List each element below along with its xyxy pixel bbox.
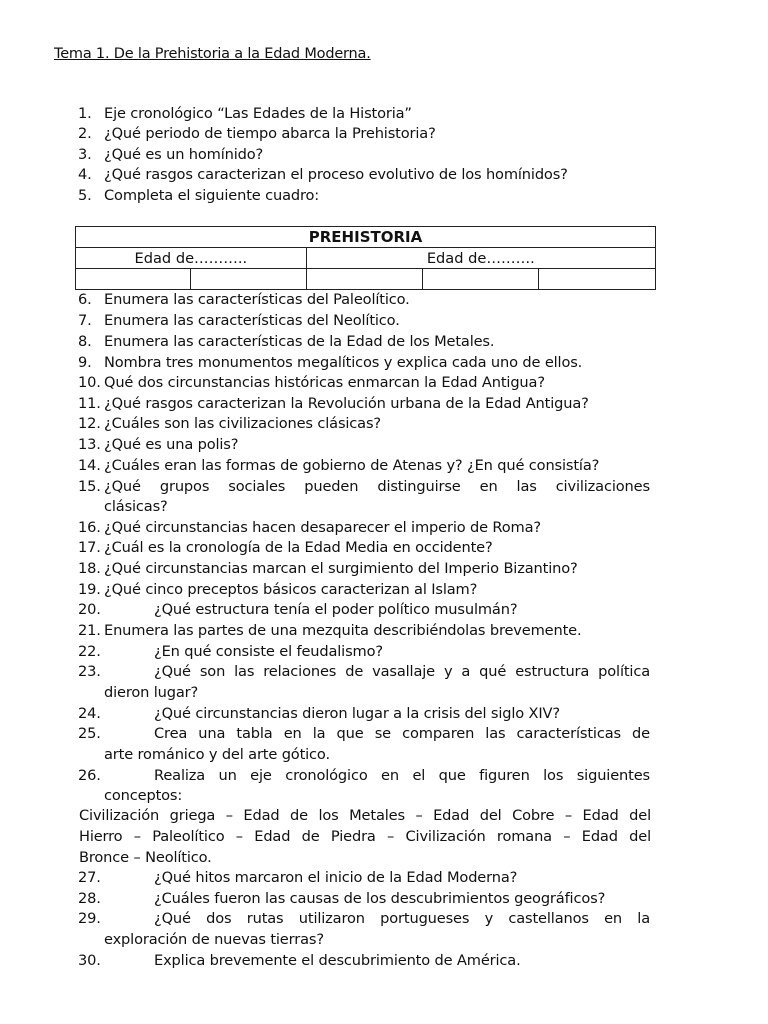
table-header: PREHISTORIA (76, 227, 656, 248)
concepts-line-2: Hierro – Paleolítico – Edad de Piedra – Civilización romana – Edad del (79, 828, 651, 845)
question-8: 8. Enumera las características de la Edad de los Metales. (78, 333, 495, 350)
question-10: 10. Qué dos circunstancias históricas enmarcan la Edad Antigua? (78, 374, 545, 391)
table-cell (306, 269, 423, 290)
table-cell (423, 269, 539, 290)
table-col-edad-1: Edad de……….. (76, 248, 307, 269)
question-9: 9. Nombra tres monumentos megalíticos y explica cada uno de ellos. (78, 354, 583, 371)
question-25-continuation: arte románico y del arte gótico. (104, 746, 330, 763)
concepts-line-3: Bronce – Neolítico. (79, 849, 212, 866)
question-22: 22. ¿En qué consiste el feudalismo? (78, 643, 383, 660)
question-28: 28. ¿Cuáles fueron las causas de los descubrimientos geográficos? (78, 890, 606, 907)
question-2: 2. ¿Qué periodo de tiempo abarca la Prehistoria? (78, 125, 436, 142)
table-cell (76, 269, 191, 290)
question-29: 29. ¿Qué dos rutas utilizaron portugueses y castellanos en la (78, 910, 650, 927)
question-7: 7. Enumera las características del Neolítico. (78, 312, 400, 329)
table-header-row (76, 227, 656, 248)
question-27: 27. ¿Qué hitos marcaron el inicio de la Edad Moderna? (78, 869, 518, 886)
table-subheader-row (76, 248, 656, 269)
question-15-text: ¿Qué grupos sociales pueden distinguirse en las civilizaciones (104, 478, 650, 495)
table-cell (539, 269, 656, 290)
question-19: 19. ¿Qué cinco preceptos básicos caracterizan al Islam? (78, 581, 478, 598)
question-6: 6. Enumera las características del Paleolítico. (78, 291, 410, 308)
question-14: 14. ¿Cuáles eran las formas de gobierno de Atenas y? ¿En qué consistía? (78, 457, 600, 474)
question-30: 30. Explica brevemente el descubrimiento de América. (78, 952, 521, 969)
question-26-continuation: conceptos: (104, 787, 183, 804)
question-5: 5. Completa el siguiente cuadro: (78, 187, 320, 204)
table-col-edad-2: Edad de………. (306, 248, 655, 269)
question-23: 23. ¿Qué son las relaciones de vasallaje y a qué estructura política (78, 663, 650, 680)
question-3: 3. ¿Qué es un homínido? (78, 146, 264, 163)
concepts-line-1: Civilización griega – Edad de los Metales – Edad del Cobre – Edad del (79, 807, 651, 824)
question-13: 13. ¿Qué es una polis? (78, 436, 239, 453)
question-17: 17. ¿Cuál es la cronología de la Edad Media en occidente? (78, 539, 493, 556)
question-24: 24. ¿Qué circunstancias dieron lugar a la crisis del siglo XIV? (78, 705, 560, 722)
question-26: 26. Realiza un eje cronológico en el que figuren los siguientes (78, 767, 650, 784)
question-4: 4. ¿Qué rasgos caracterizan el proceso evolutivo de los homínidos? (78, 166, 568, 183)
page-title: Tema 1. De la Prehistoria a la Edad Moderna. (54, 46, 371, 62)
table-row (76, 269, 656, 290)
question-18: 18. ¿Qué circunstancias marcan el surgimiento del Imperio Bizantino? (78, 560, 578, 577)
question-20: 20. ¿Qué estructura tenía el poder político musulmán? (78, 601, 518, 618)
question-21: 21. Enumera las partes de una mezquita describiéndolas brevemente. (78, 622, 582, 639)
question-12: 12. ¿Cuáles son las civilizaciones clásicas? (78, 415, 382, 432)
question-1: 1. Eje cronológico “Las Edades de la Historia” (78, 105, 412, 122)
question-11: 11. ¿Qué rasgos caracterizan la Revolución urbana de la Edad Antigua? (78, 395, 589, 412)
prehistoria-table (75, 226, 656, 290)
question-16: 16. ¿Qué circunstancias hacen desaparecer el imperio de Roma? (78, 519, 541, 536)
question-25: 25. Crea una tabla en la que se comparen las características de (78, 725, 650, 742)
question-15-continuation: clásicas? (104, 498, 168, 515)
question-29-continuation: exploración de nuevas tierras? (104, 931, 324, 948)
question-15: 15. ¿Qué grupos sociales pueden distinguirse en las civilizaciones (78, 477, 650, 498)
table-cell (190, 269, 306, 290)
question-23-continuation: dieron lugar? (104, 684, 199, 701)
